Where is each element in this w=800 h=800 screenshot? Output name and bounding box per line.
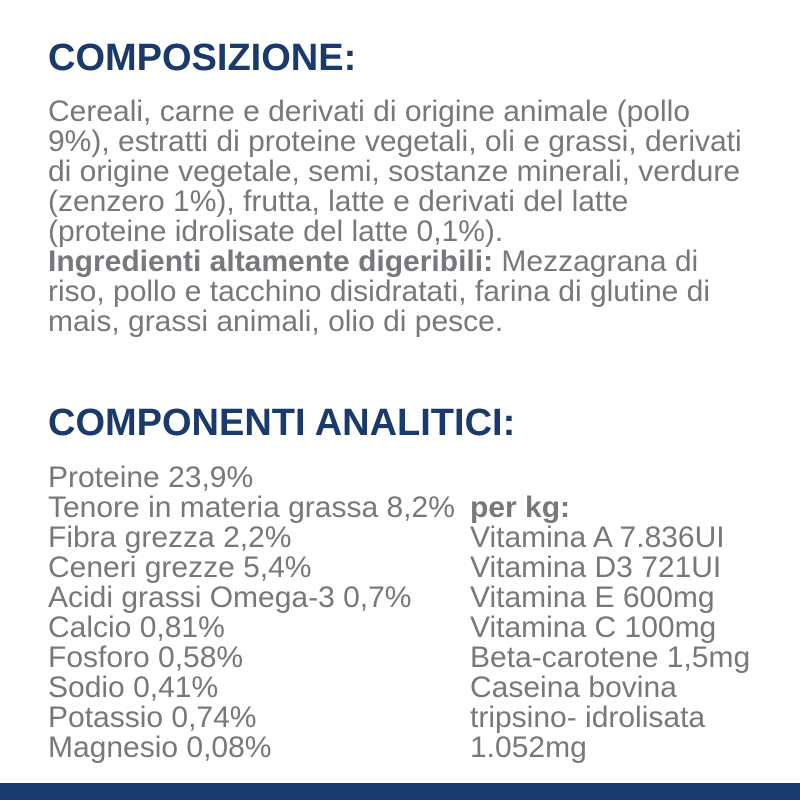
analytical-item-magnesio: Magnesio 0,08% <box>48 731 272 764</box>
analytical-item-caseina: Caseina bovina tripsino- idrolisata 1.052mg <box>470 671 706 764</box>
analytical-item-vitamina-d3: Vitamina D3 721UI <box>470 551 722 584</box>
analytical-item-calcio: Calcio 0,81% <box>48 611 225 644</box>
analytical-left-column <box>48 463 470 763</box>
composition-heading: COMPOSIZIONE: <box>48 37 357 79</box>
composition-paragraph: Cereali, carne e derivati di origine animale (pollo 9%), estratti di proteine vegetali, oli e grassi, derivati di origine vegetale, semi, sostanze minerali, verdure (zenzero 1%), frutta, latte e derivati del latte (proteine idrolisate del latte 0,1%). <box>48 95 742 248</box>
analytical-item-beta-carotene: Beta-carotene 1,5mg <box>470 641 751 674</box>
analytical-item-sodio: Sodio 0,41% <box>48 671 219 704</box>
digestible-text: Mezzagrana di riso, pollo e tacchino disidratati, farina di glutine di mais, grassi animali, olio di pesce. <box>48 245 711 338</box>
analytical-item-vitamina-e: Vitamina E 600mg <box>470 581 715 614</box>
per-kg-label: per kg: <box>470 491 571 524</box>
analytical-item-proteine: Proteine 23,9% <box>48 461 254 494</box>
analytical-item-omega3: Acidi grassi Omega-3 0,7% <box>48 581 412 614</box>
analytical-right-column <box>470 463 770 763</box>
analytical-columns <box>48 463 800 763</box>
analytical-item-fosforo: Fosforo 0,58% <box>48 641 244 674</box>
analytical-item-vitamina-c: Vitamina C 100mg <box>470 611 717 644</box>
analytical-item-ceneri: Ceneri grezze 5,4% <box>48 551 312 584</box>
digestible-paragraph <box>48 247 752 337</box>
analytical-heading: COMPONENTI ANALITICI: <box>48 402 516 444</box>
analytical-item-tenore: Tenore in materia grassa 8,2% <box>48 491 455 524</box>
analytical-item-fibra: Fibra grezza 2,2% <box>48 521 292 554</box>
digestible-label: Ingredienti altamente digeribili: <box>48 245 494 278</box>
analytical-item-vitamina-a: Vitamina A 7.836UI <box>470 521 725 554</box>
footer-accent-bar <box>0 783 800 800</box>
analytical-item-potassio: Potassio 0,74% <box>48 701 257 734</box>
